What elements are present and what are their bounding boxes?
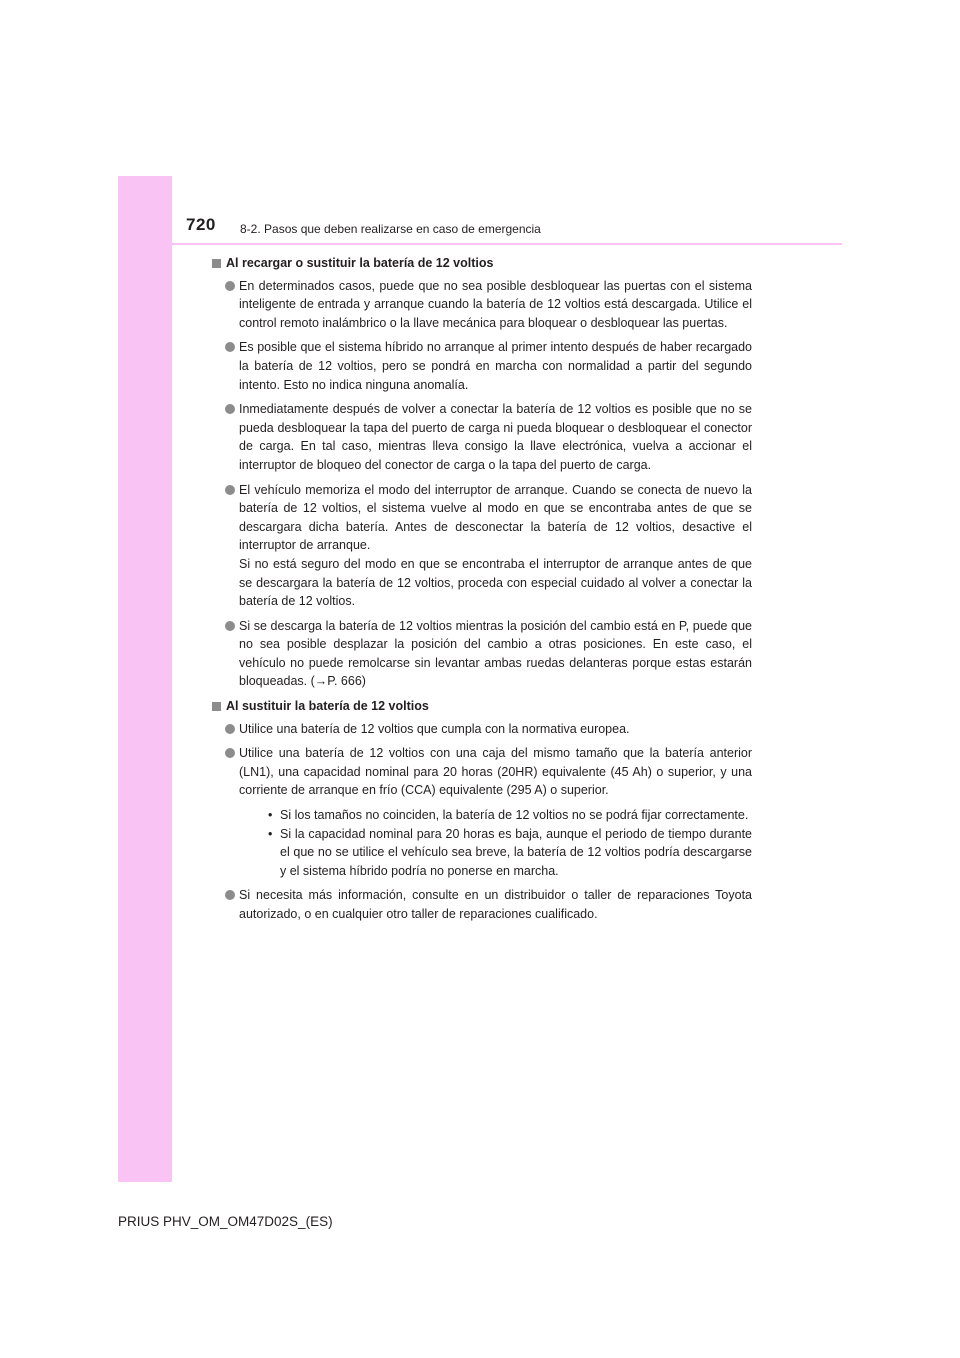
section-heading: Al recargar o sustituir la batería de 12 voltios (212, 254, 752, 273)
footer-doc-id: PRIUS PHV_OM_OM47D02S_(ES) (118, 1214, 333, 1229)
circle-bullet-icon (225, 621, 235, 631)
dot-bullet-icon: • (268, 808, 273, 823)
circle-bullet-icon (225, 724, 235, 734)
list-item: Utilice una batería de 12 voltios con una caja del mismo tamaño que la batería anterior (LN1), una capacidad nominal para 20 horas (20HR) equivalente (45 Ah) o superior, y una corriente de arranque en frío (CCA) equivalente (295 A) o superior. • Si los tamaños no coinciden, la batería de 12 voltios no se podrá fijar correctamente. • Si la capacidad nominal para 20 horas es baja, aunque el periodo de tiempo durante el que no se utilice el vehículo sea breve, la batería de 12 voltios podría descargarse y el sistema híbrido podría no ponerse en marcha. (212, 744, 752, 880)
circle-bullet-icon (225, 342, 235, 352)
list-item: Es posible que el sistema híbrido no arranque al primer intento después de haber recargado la batería de 12 voltios, pero se pondrá en marcha con normalidad a partir del segundo intento. Esto no indica ninguna anomalía. (212, 338, 752, 394)
list-item: Si necesita más información, consulte en un distribuidor o taller de reparaciones Toyota autorizado, o en cualquier otro taller de reparaciones cualificado. (212, 886, 752, 923)
circle-bullet-icon (225, 890, 235, 900)
page-number: 720 (186, 215, 216, 234)
circle-bullet-icon (225, 748, 235, 758)
sub-list-item: • Si los tamaños no coinciden, la batería de 12 voltios no se podrá fijar correctamente. (239, 806, 752, 825)
side-tab-bar (118, 176, 172, 1182)
sub-list-item: • Si la capacidad nominal para 20 horas es baja, aunque el periodo de tiempo durante el que no se utilice el vehículo sea breve, la batería de 12 voltios podría descargarse y el sistema híbrido podría no ponerse en marcha. (268, 826, 752, 878)
list-item: Utilice una batería de 12 voltios que cumpla con la normativa europea. (212, 720, 752, 739)
list-item: En determinados casos, puede que no sea posible desbloquear las puertas con el sistema inteligente de entrada y arranque cuando la batería de 12 voltios está descargada. Utilice el control remoto inalámbrico o la llave mecánica para bloquear o desbloquear las puertas. (212, 277, 752, 333)
list-item: El vehículo memoriza el modo del interruptor de arranque. Cuando se conecta de nuevo la batería de 12 voltios, el sistema vuelve al modo en que se encontraba antes de que se descargara dicha batería. Antes de desconectar la batería de 12 voltios, desactive el interruptor de arranque. Si no está seguro del modo en que se encontraba el interruptor de arranque antes de que se descargara la batería de 12 voltios, proceda con especial cuidado al volver a conectar la batería de 12 voltios. (212, 481, 752, 611)
dot-bullet-icon: • (268, 826, 273, 841)
header-rule (172, 243, 842, 245)
square-bullet-icon (212, 702, 221, 711)
section-title: 8-2. Pasos que deben realizarse en caso de emergencia (240, 222, 541, 236)
list-item: Inmediatamente después de volver a conectar la batería de 12 voltios es posible que no se pueda desbloquear la tapa del puerto de carga ni pueda bloquear o desbloquear el conector de carga. En tal caso, mientras lleva consigo la llave electrónica, vuelva a accionar el interruptor de bloqueo del conector de carga o la tapa del puerto de carga. (212, 400, 752, 474)
circle-bullet-icon (225, 281, 235, 291)
sub-list (239, 806, 752, 880)
circle-bullet-icon (225, 485, 235, 495)
circle-bullet-icon (225, 404, 235, 414)
page-content (212, 254, 752, 930)
section-heading: Al sustituir la batería de 12 voltios (212, 697, 752, 716)
square-bullet-icon (212, 259, 221, 268)
list-item: Si se descarga la batería de 12 voltios mientras la posición del cambio está en P, puede que no sea posible desplazar la posición del cambio a otras posiciones. En este caso, el vehículo no puede remolcarse sin levantar ambas ruedas delanteras porque estas estarán bloqueadas. (→P. 666) (212, 617, 752, 691)
